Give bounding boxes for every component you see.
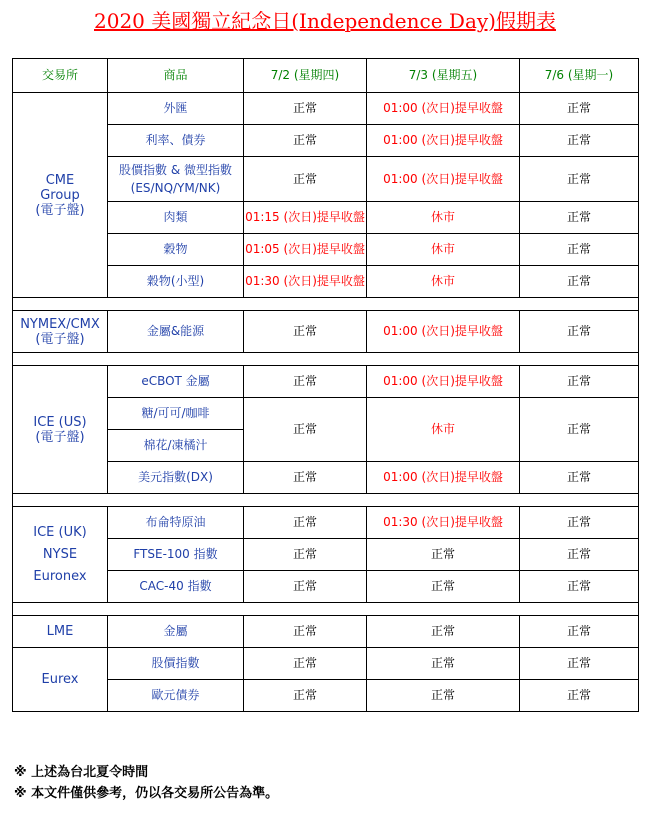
exchange-note: (電子盤): [35, 202, 85, 218]
exchange-name: NYMEX/CMX: [20, 316, 100, 332]
holiday-table: [12, 58, 639, 712]
status-cell: 正常: [244, 616, 367, 648]
status-cell: 01:05 (次日)提早收盤: [244, 234, 367, 266]
spacer-row: [13, 298, 639, 311]
status-cell: 正常: [520, 93, 639, 125]
header-exchange: 交易所: [13, 59, 108, 93]
exchange-ice-uk: [13, 507, 108, 603]
status-cell: 正常: [244, 125, 367, 157]
product-cell: 金屬: [108, 616, 244, 648]
product-cell: 棉花/凍橘汁: [108, 430, 244, 462]
status-cell: 正常: [520, 125, 639, 157]
exchange-note: (電子盤): [35, 429, 85, 445]
status-cell: 正常: [520, 648, 639, 680]
exchange-lme: LME: [13, 616, 108, 648]
status-cell: 正常: [244, 571, 367, 603]
status-cell: 正常: [520, 266, 639, 298]
table-row: [13, 93, 639, 125]
spacer-cell: [13, 603, 639, 616]
exchange-name: Group: [40, 187, 80, 203]
status-cell: 正常: [367, 680, 520, 712]
product-name: 股價指數 & 微型指數: [119, 162, 232, 177]
product-cell: 歐元債券: [108, 680, 244, 712]
table-row: [13, 616, 639, 648]
status-cell: 休市: [367, 234, 520, 266]
product-cell: 外匯: [108, 93, 244, 125]
status-cell: 01:00 (次日)提早收盤: [367, 366, 520, 398]
exchange-name: ICE (UK): [33, 524, 87, 540]
spacer-row: [13, 494, 639, 507]
spacer-cell: [13, 494, 639, 507]
status-cell: 休市: [367, 266, 520, 298]
status-cell: 正常: [520, 539, 639, 571]
header-date-3: 7/6 (星期一): [520, 59, 639, 93]
page-title: 2020 美國獨立紀念日(Independence Day)假期表: [94, 9, 556, 33]
product-cell: 美元指數(DX): [108, 462, 244, 494]
status-cell: 01:30 (次日)提早收盤: [367, 507, 520, 539]
status-cell: 01:00 (次日)提早收盤: [367, 462, 520, 494]
status-cell: 正常: [244, 648, 367, 680]
status-cell: 正常: [244, 680, 367, 712]
status-cell: 正常: [244, 366, 367, 398]
status-cell: 01:00 (次日)提早收盤: [367, 157, 520, 202]
header-date-1: 7/2 (星期四): [244, 59, 367, 93]
status-cell: 01:15 (次日)提早收盤: [244, 202, 367, 234]
spacer-row: [13, 603, 639, 616]
table-row: [13, 648, 639, 680]
exchange-name: CME: [45, 172, 75, 188]
product-cell: 穀物(小型): [108, 266, 244, 298]
product-cell: 金屬&能源: [108, 311, 244, 353]
exchange-cme: [13, 93, 108, 298]
spacer-cell: [13, 353, 639, 366]
exchange-name: NYSE: [42, 546, 78, 562]
product-cell: 布侖特原油: [108, 507, 244, 539]
product-cell: eCBOT 金屬: [108, 366, 244, 398]
footnote: ※ 上述為台北夏令時間: [14, 765, 149, 780]
product-cell: 利率、債券: [108, 125, 244, 157]
table-row: [13, 311, 639, 353]
product-cell: 肉類: [108, 202, 244, 234]
spacer-cell: [13, 298, 639, 311]
status-cell: 正常: [367, 648, 520, 680]
status-cell: 正常: [520, 157, 639, 202]
product-cell: [108, 157, 244, 202]
status-cell: 休市: [367, 202, 520, 234]
header-row: [13, 59, 639, 93]
status-cell: 01:00 (次日)提早收盤: [367, 125, 520, 157]
status-cell: 正常: [520, 571, 639, 603]
status-cell: 01:00 (次日)提早收盤: [367, 311, 520, 353]
status-cell: 正常: [520, 462, 639, 494]
status-cell: 正常: [520, 366, 639, 398]
table-row: [13, 366, 639, 398]
status-cell: 正常: [520, 398, 639, 462]
status-cell: 正常: [520, 311, 639, 353]
product-codes: (ES/NQ/YM/NK): [130, 180, 221, 195]
product-cell: FTSE-100 指數: [108, 539, 244, 571]
status-cell: 正常: [520, 234, 639, 266]
status-cell: 正常: [244, 311, 367, 353]
exchange-name: Euronex: [33, 568, 87, 584]
status-cell: 正常: [367, 616, 520, 648]
status-cell: 正常: [520, 507, 639, 539]
exchange-name: ICE (US): [33, 414, 87, 430]
status-cell: 正常: [520, 616, 639, 648]
status-cell: 01:00 (次日)提早收盤: [367, 93, 520, 125]
status-cell: 正常: [367, 571, 520, 603]
header-product: 商品: [108, 59, 244, 93]
status-cell: 正常: [520, 202, 639, 234]
status-cell: 休市: [367, 398, 520, 462]
status-cell: 正常: [367, 539, 520, 571]
status-cell: 正常: [244, 507, 367, 539]
spacer-row: [13, 353, 639, 366]
header-date-2: 7/3 (星期五): [367, 59, 520, 93]
product-cell: 股價指數: [108, 648, 244, 680]
product-cell: 穀物: [108, 234, 244, 266]
exchange-note: (電子盤): [35, 331, 85, 347]
status-cell: 正常: [244, 93, 367, 125]
status-cell: 正常: [244, 398, 367, 462]
status-cell: 正常: [244, 462, 367, 494]
footnotes: [14, 762, 278, 804]
table-row: [13, 507, 639, 539]
status-cell: 正常: [244, 157, 367, 202]
status-cell: 01:30 (次日)提早收盤: [244, 266, 367, 298]
footnote: ※ 本文件僅供參考，仍以各交易所公告為準。: [14, 786, 279, 801]
product-cell: 糖/可可/咖啡: [108, 398, 244, 430]
exchange-nymex: [13, 311, 108, 353]
status-cell: 正常: [244, 539, 367, 571]
exchange-ice-us: [13, 366, 108, 494]
product-cell: CAC-40 指數: [108, 571, 244, 603]
status-cell: 正常: [520, 680, 639, 712]
exchange-eurex: Eurex: [13, 648, 108, 712]
